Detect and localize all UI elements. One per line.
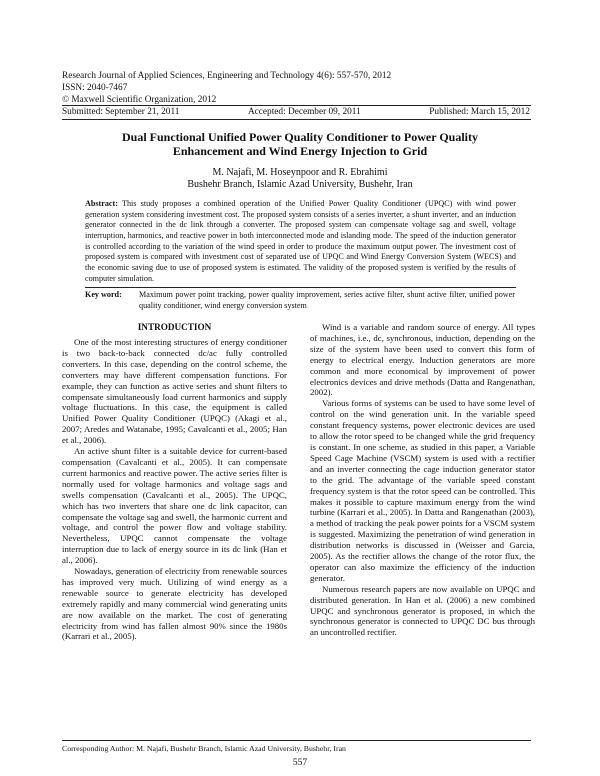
authors-block (70, 167, 530, 191)
paragraph: Numerous research papers are now available on UPQC and distributed generation. In Han et al. (2006) a new combined UPQC and synchronous generator is proposed, in which the synchronous generator is connected to UPQC DC bus through an uncontrolled rectifier. (310, 583, 535, 638)
keywords-label: Key word: (85, 290, 122, 299)
paragraph: Nowadays, generation of electricity from renewable sources has improved very much. Utilizing of wind energy as a renewable source to generate electricity has developed extremely rapidly and many commercial wind generating units are now available on the market. The cost of generating electricity from wind has fallen almost 90% since the 1980s (Karrari et al., 2005). (62, 566, 287, 642)
affiliation: Bushehr Branch, Islamic Azad University, Bushehr, Iran (187, 179, 413, 191)
authors: M. Najafi, M. Hoseynpoor and R. Ebrahimi (212, 167, 388, 178)
header-divider (62, 105, 531, 106)
paper-title (70, 131, 530, 158)
page-number: 557 (292, 758, 308, 768)
abstract-label: Abstract: (85, 199, 118, 208)
dates-row (62, 107, 530, 117)
section-heading: INTRODUCTION (137, 322, 212, 332)
column-right (310, 322, 535, 638)
dates-divider (62, 119, 531, 120)
column-left (62, 337, 287, 642)
journal-citation: Research Journal of Applied Sciences, Engineering and Technology 4(6): 557-570, 2012 (62, 71, 392, 81)
title-line-1: Dual Functional Unified Power Quality Conditioner to Power Quality (121, 130, 478, 144)
accepted-date: Accepted: December 09, 2011 (247, 107, 361, 117)
paragraph: An active shunt filter is a suitable device for current-based compensation (Cavalcanti et al., 2005). It can compensate current harmonics and reactive power. The active series filter is normally used for voltage harmonics and voltage sags and swells compensation (Cavalcanti et al., 2005). The UPQC, which has two inverters that share one dc link capacitor, can compensate the voltage sag and swell, the harmonic current and voltage, and control the power flow and voltage stability. Nevertheless, UPQC cannot compensate the voltage interruption due to lack of energy source in its dc link (Han et al., 2006). (62, 446, 287, 566)
paragraph: Wind is a variable and random source of energy. All types of machines, i.e., dc, synchronous, induction, depending on the size of the system have been used to convert this form of energy to electrical energy. Induction generators are more common and more economical by improvement of power electronics devices and drive methods (Datta and Rangenathan, 2002). (310, 322, 535, 398)
abstract (85, 199, 516, 285)
issn: ISSN: 2040-7467 (62, 83, 128, 93)
abstract-text: This study proposes a combined operation of the Unified Power Quality Conditioner (UPQC) with wind power generation system considering investment cost. The proposed system consists of a series inverter, a shunt inverter, and an induction generator connected in the dc link through a converter. The proposed system can compensate voltage sag and swell, voltage interruption, harmonics, and reactive power in both interconnected mode and islanding mode. The speed of the induction generator is controlled according to the variation of the wind speed in order to produce the maximum output power. The investment cost of proposed system is compared with investment cost of separated use of UPQC and Wind Energy Conversion System (WECS) and the economic saving due to use of proposed system is estimated. The validity of the proposed system is verified by the results of computer simulation. (85, 199, 516, 283)
published-date: Published: March 15, 2012 (429, 107, 530, 117)
submitted-date: Submitted: September 21, 2011 (62, 107, 180, 117)
keywords-text: Maximum power point tracking, power quality improvement, series active filter, shunt active filter, unified power quality conditioner, wind energy conversion system (139, 290, 515, 310)
copyright: © Maxwell Scientific Organization, 2012 (62, 95, 217, 105)
footer-divider (62, 740, 531, 741)
paragraph: Various forms of systems can be used to have some level of control on the wind generation unit. In the variable speed constant frequency systems, power electronic devices are used to allow the rotor speed to be changed while the grid frequency is constant. In one scheme, as studied in this paper, a Variable Speed Cage Machine (VSCM) system is used with a rectifier and an inverter connecting the cage induction generator stator to the grid. The advantage of the variable speed constant frequency system is that the rotor speed can be controlled. This makes it possible to capture maximum energy from the wind turbine (Karrari et al., 2005). In Datta and Rangenathan (2003), a method of tracking the peak power points for a VSCM system is suggested. Maximizing the penetration of wind generation in distribution networks is discussed in (Weisser and Garcia, 2005). As the rectifier allows the change of the rotor flux, the operator can also maximize the efficiency of the induction generator. (310, 398, 535, 583)
paragraph: One of the most interesting structures of energy conditioner is two back-to-back connected dc/ac fully controlled converters. In this case, depending on the control scheme, the converters may have different compensation functions. For example, they can function as active series and shunt filters to compensate simultaneously load current harmonics and supply voltage fluctuations. In this case, the equipment is called Unified Power Quality Conditioner (UPQC) (Akagi et al., 2007; Aredes and Watanabe, 1995; Cavalcanti et al., 2005; Han et al., 2006). (62, 337, 287, 446)
title-line-2: Enhancement and Wind Energy Injection to Grid (172, 143, 428, 158)
abstract-divider (85, 287, 516, 288)
corresponding-author: Corresponding Author: M. Najafi, Bushehr Branch, Islamic Azad University, Bushehr, Iran (62, 744, 346, 753)
